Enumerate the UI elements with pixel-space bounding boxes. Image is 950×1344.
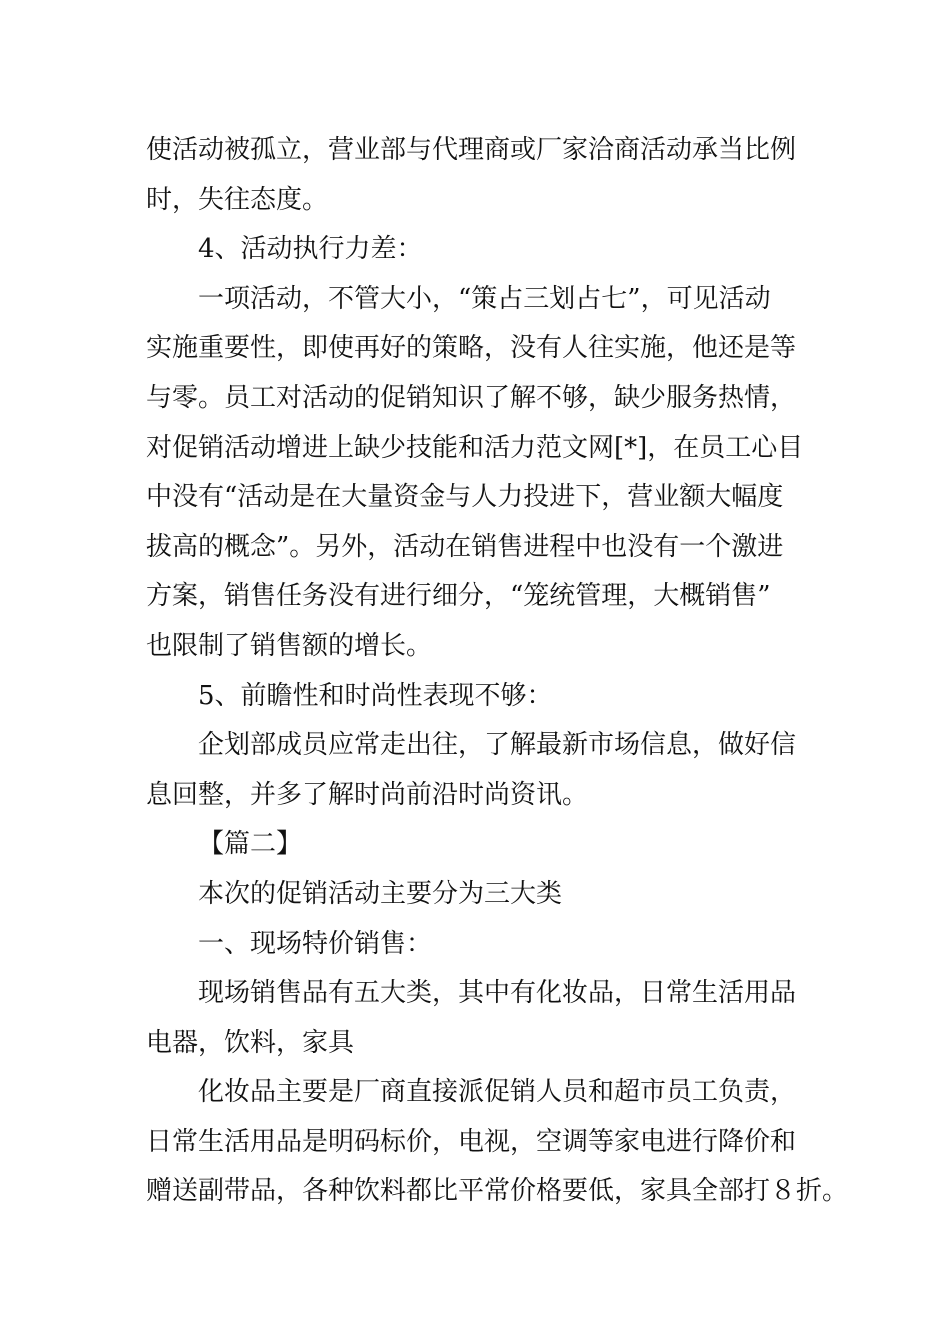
- document-body: [146, 126, 849, 1217]
- part-heading: 【篇二】: [198, 829, 303, 860]
- section-heading: 一、现场特价销售：: [198, 928, 433, 959]
- text-line: 拔高的概念”。另外，活动在销售进程中也没有一个激进: [146, 531, 784, 562]
- section-heading: 4、活动执行力差：: [198, 234, 423, 265]
- text-line: 赠送副带品，各种饮料都比平常价格要低，家具全部打８折。: [146, 1176, 849, 1207]
- text-line: 息回整，并多了解时尚前沿时尚资讯。: [146, 779, 589, 810]
- text-line: 中没有“活动是在大量资金与人力投进下，营业额大幅度: [146, 482, 784, 513]
- text-line: 时，失往态度。: [146, 184, 329, 215]
- text-line: 一项活动，不管大小，“策占三划占七”，可见活动: [198, 283, 771, 314]
- text-line: 实施重要性，即使再好的策略，没有人往实施，他还是等: [146, 333, 797, 364]
- text-line: 使活动被孤立，营业部与代理商或厂家洽商活动承当比例: [146, 135, 797, 165]
- text-line: 电器，饮料，家具: [146, 1027, 355, 1058]
- text-line: 与零。员工对活动的促销知识了解不够，缺少服务热情，: [146, 382, 797, 413]
- text-line: 对促销活动增进上缺少技能和活力范文网[*]，在员工心目: [146, 432, 804, 463]
- section-heading: 5、前瞻性和时尚性表现不够：: [198, 680, 553, 711]
- text-line: 化妆品主要是厂商直接派促销人员和超市员工负责，: [198, 1077, 797, 1108]
- text-line: 也限制了销售额的增长。: [146, 630, 433, 661]
- text-line: 本次的促销活动主要分为三大类: [198, 878, 563, 909]
- text-line: 日常生活用品是明码标价，电视，空调等家电进行降价和: [146, 1126, 797, 1157]
- text-line: 方案，销售任务没有进行细分，“笼统管理，大概销售”: [146, 581, 771, 612]
- text-line: 现场销售品有五大类，其中有化妆品，日常生活用品: [198, 978, 797, 1009]
- text-line: 企划部成员应常走出往，了解最新市场信息，做好信: [198, 730, 797, 761]
